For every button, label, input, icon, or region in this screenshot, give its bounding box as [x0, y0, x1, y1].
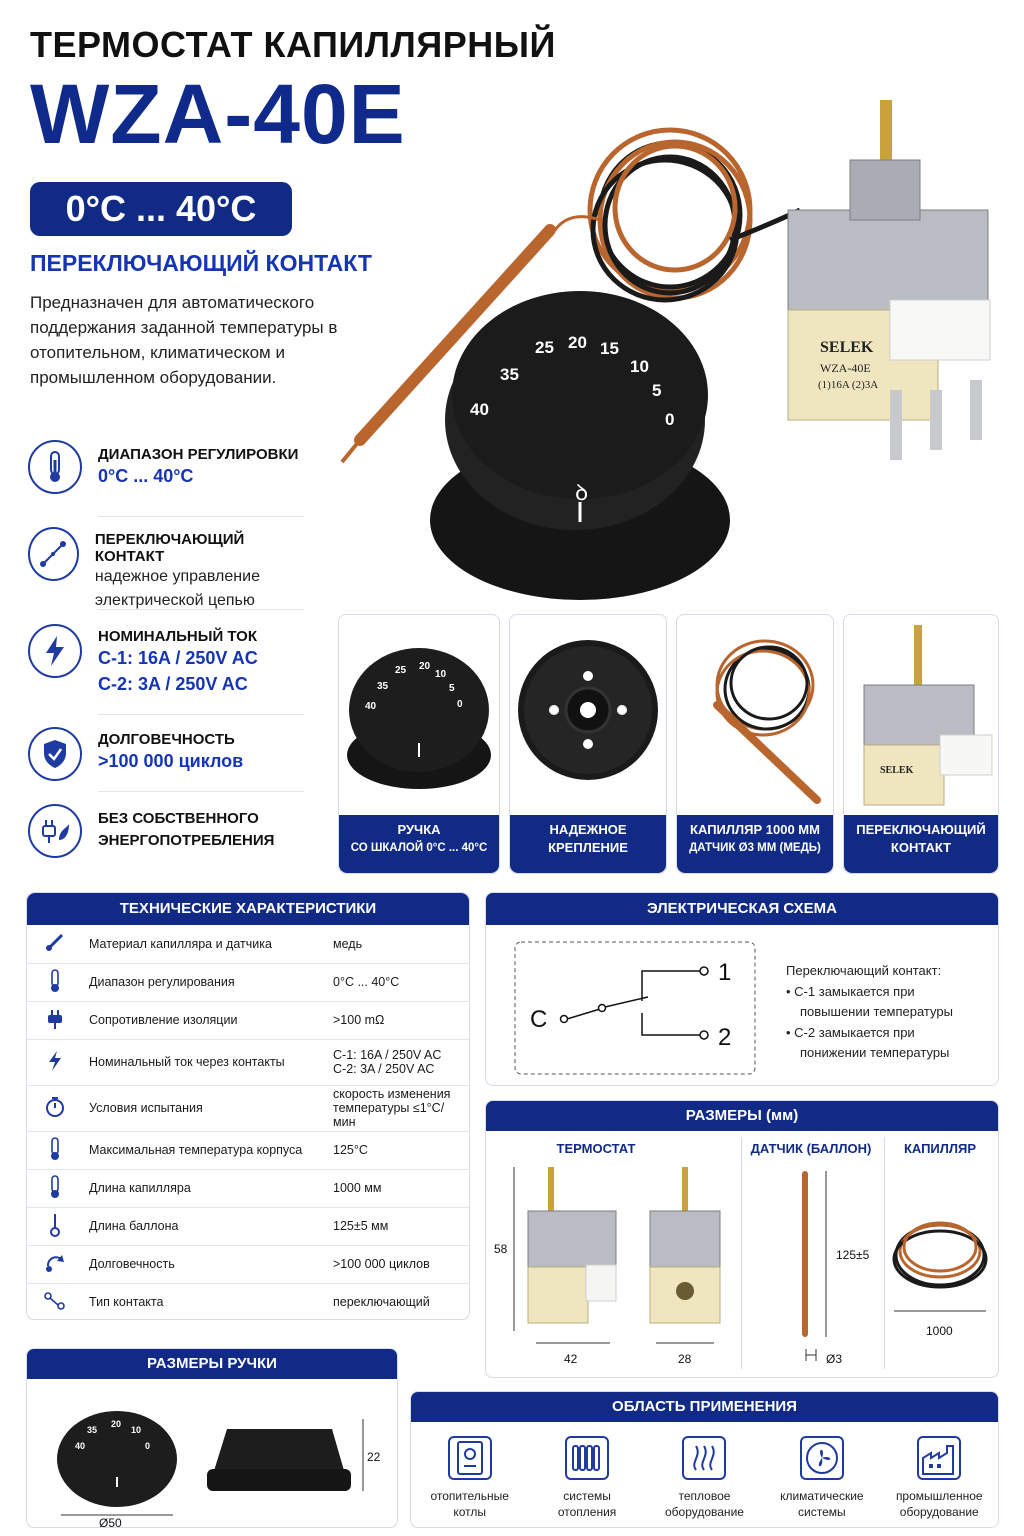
feature-desc-2: электрической цепью — [94, 592, 255, 609]
spec-value-line1: переключающий — [333, 1295, 430, 1309]
feature-title: ДОЛГОВЕЧНОСТЬ — [98, 731, 235, 748]
spec-value — [327, 963, 469, 1001]
applications-header: ОБЛАСТЬ ПРИМЕНЕНИЯ — [411, 1392, 998, 1422]
knob-dial-40: 40 — [75, 1441, 86, 1451]
sensor-dimension-drawing — [742, 1161, 884, 1375]
terminal-1: 1 — [718, 959, 732, 986]
spec-label: Сопротивление изоляции — [83, 1001, 327, 1039]
label-brand: SELEK — [820, 339, 874, 356]
thumb-mount — [509, 614, 667, 874]
thumb-caption-1: КАПИЛЛЯР 1000 ММ — [690, 822, 820, 837]
applications-panel — [410, 1391, 999, 1528]
application-line2: оборудование — [899, 1505, 979, 1519]
thumb-dial-5: 5 — [449, 683, 455, 694]
spec-value-line1: 1000 мм — [333, 1181, 382, 1195]
schema-panel — [485, 892, 999, 1086]
contact-icon — [27, 1283, 83, 1320]
legend-title: Переключающий контакт: — [786, 963, 942, 978]
dial-5: 5 — [652, 381, 662, 400]
dim-col-capillary: КАПИЛЛЯР — [903, 1141, 977, 1156]
thumb-caption — [510, 815, 666, 873]
feature-current — [28, 610, 304, 714]
dial-40: 40 — [470, 400, 489, 419]
spec-label: Диапазон регулирования — [83, 963, 327, 1001]
spec-row — [27, 1169, 469, 1207]
spec-label: Долговечность — [83, 1245, 327, 1283]
spec-label: Максимальная температура корпуса — [83, 1131, 327, 1169]
spec-value-line1: 125±5 мм — [333, 1219, 389, 1233]
application-line2: системы — [798, 1505, 846, 1519]
application-line2: отопления — [557, 1505, 617, 1519]
thumb-caption — [339, 815, 499, 873]
application-line2: оборудование — [664, 1505, 744, 1519]
description: Предназначен для автоматического поддержания заданной температуры в отопительном, климатическом и промышленном оборудовании. — [30, 293, 338, 387]
dim-sensor-diameter: Ø3 — [826, 1352, 843, 1366]
schema-legend — [786, 961, 996, 1064]
features-list — [28, 440, 304, 862]
capillary-icon — [27, 925, 83, 963]
knob-dims-panel — [26, 1348, 398, 1528]
thumb-caption-2: ДАТЧИК Ø3 ММ (МЕДЬ) — [689, 842, 821, 854]
feature-desc-1: надежное управление — [94, 568, 260, 585]
boiler-icon — [448, 1436, 492, 1480]
thumb-caption-1: НАДЕЖНОЕ — [549, 822, 627, 837]
thumb-dial-0: 0 — [457, 699, 463, 710]
mount-thumb-image — [510, 615, 666, 815]
switch-contact-icon — [28, 527, 79, 581]
thumb-dial-20: 20 — [419, 661, 431, 672]
thumb-caption — [677, 815, 833, 873]
spec-value-line2: С-2: 3A / 250V AC — [333, 1062, 435, 1076]
application-item — [767, 1436, 877, 1520]
thermometer-icon — [27, 1131, 83, 1169]
shield-check-icon — [28, 727, 82, 781]
dial-15: 15 — [600, 339, 619, 358]
spec-row — [27, 925, 469, 963]
plug-icon — [27, 1001, 83, 1039]
legend-c2-line2: понижении температуры — [800, 1045, 950, 1060]
application-item — [884, 1436, 994, 1520]
label-model: WZA-40E — [820, 361, 871, 375]
thumb-dial-10: 10 — [435, 669, 447, 680]
dimensions-header: РАЗМЕРЫ (мм) — [486, 1101, 998, 1131]
schema-header: ЭЛЕКТРИЧЕСКАЯ СХЕМА — [486, 893, 998, 925]
application-line2: котлы — [453, 1505, 487, 1519]
knob-dial-10: 10 — [131, 1425, 142, 1435]
spec-value-line1: >100 000 циклов — [333, 1257, 430, 1271]
spec-row — [27, 1283, 469, 1320]
spec-value-line1: >100 mΩ — [333, 1013, 385, 1027]
spec-value-line1: С-1: 16A / 250V AC — [333, 1048, 442, 1062]
thumb-switch — [843, 614, 999, 874]
application-item — [649, 1436, 759, 1520]
label-rating: (1)16A (2)3A — [818, 379, 879, 391]
specs-header: ТЕХНИЧЕСКИЕ ХАРАКТЕРИСТИКИ — [27, 893, 469, 925]
spec-value — [327, 1245, 469, 1283]
thumb-knob — [338, 614, 500, 874]
spec-value — [327, 1085, 469, 1131]
spec-row — [27, 1039, 469, 1085]
dial-25: 25 — [535, 338, 554, 357]
legend-c1-line2: повышении температуры — [800, 1004, 953, 1019]
dim-col-thermostat: ТЕРМОСТАТ — [556, 1141, 636, 1156]
feature-range — [28, 440, 304, 516]
spec-label: Длина баллона — [83, 1207, 327, 1245]
feature-durability — [28, 715, 304, 791]
spec-label: Условия испытания — [83, 1085, 327, 1131]
spec-value — [327, 1283, 469, 1320]
knob-dial-20: 20 — [111, 1419, 122, 1429]
thermometer-icon — [28, 440, 82, 494]
dim-capillary-length: 1000 — [926, 1324, 953, 1338]
feature-value: >100 000 циклов — [98, 751, 244, 771]
dim-col-sensor: ДАТЧИК (БАЛЛОН) — [750, 1141, 872, 1156]
feature-title: ПЕРЕКЛЮЧАЮЩИЙ КОНТАКТ — [94, 531, 245, 565]
application-line1: климатические — [780, 1489, 864, 1503]
feature-title: БЕЗ СОБСТВЕННОГО ЭНЕРГОПОТРЕБЛЕНИЯ — [98, 810, 275, 849]
model-title: WZA-40E — [30, 67, 406, 161]
spec-row — [27, 1207, 469, 1245]
thumb-dial-25: 25 — [395, 665, 407, 676]
spec-row — [27, 1131, 469, 1169]
feature-value-2: С-2: 3A / 250V AC — [98, 674, 248, 694]
feature-value-1: С-1: 16A / 250V AC — [98, 648, 258, 668]
range-badge — [30, 182, 292, 236]
knob-dial-0: 0 — [145, 1441, 151, 1451]
lightning-icon — [28, 624, 82, 678]
knob-thumb-image — [339, 615, 499, 815]
subtitle: ПЕРЕКЛЮЧАЮЩИЙ КОНТАКТ — [30, 250, 372, 276]
application-item — [415, 1436, 525, 1520]
feature-title: ДИАПАЗОН РЕГУЛИРОВКИ — [98, 446, 299, 463]
dim-width-front: 42 — [564, 1352, 578, 1366]
spec-value — [327, 1169, 469, 1207]
dim-height: 58 — [494, 1242, 508, 1256]
timer-icon — [27, 1085, 83, 1131]
factory-icon — [917, 1436, 961, 1480]
capillary-thumb-image — [677, 615, 833, 815]
feature-no-power — [28, 792, 304, 862]
knob-dial-35: 35 — [87, 1425, 98, 1435]
spec-label: Материал капилляра и датчика — [83, 925, 327, 963]
range-badge-text: 0°C ... 40°C — [65, 188, 257, 229]
spec-value — [327, 1039, 469, 1085]
svg-text:ꝺ: ꝺ — [575, 480, 589, 505]
lightning-icon — [27, 1039, 83, 1085]
thumb-caption-2: КРЕПЛЕНИЕ — [548, 840, 628, 855]
knob-height: 22 — [367, 1450, 381, 1464]
dim-sensor-length: 125±5 — [836, 1248, 870, 1262]
cycle-icon — [27, 1245, 83, 1283]
thermostat-dimension-drawing — [486, 1161, 742, 1375]
application-line1: отопительные — [430, 1489, 509, 1503]
spec-row — [27, 963, 469, 1001]
knob-dims-header: РАЗМЕРЫ РУЧКИ — [27, 1349, 397, 1379]
schema-diagram — [514, 941, 758, 1077]
spec-row — [27, 1001, 469, 1039]
terminal-2: 2 — [718, 1024, 732, 1051]
radiator-icon — [565, 1436, 609, 1480]
thermometer-icon — [27, 1169, 83, 1207]
dim-width-side: 28 — [678, 1352, 692, 1366]
spec-value — [327, 1001, 469, 1039]
heat-waves-icon — [682, 1436, 726, 1480]
feature-title: НОМИНАЛЬНЫЙ ТОК — [98, 628, 258, 645]
spec-row — [27, 1245, 469, 1283]
knob-dims-drawing — [27, 1379, 398, 1528]
spec-value-line1: 0°C ... 40°C — [333, 975, 400, 989]
spec-value-line1: медь — [333, 936, 363, 951]
thumb-caption-1: ПЕРЕКЛЮЧАЮЩИЙ — [856, 822, 986, 837]
spec-label: Тип контакта — [83, 1283, 327, 1320]
plug-eco-icon — [28, 804, 82, 858]
spec-row — [27, 1085, 469, 1131]
feature-contact — [28, 517, 304, 609]
thumb-dial-40: 40 — [365, 701, 377, 712]
dimensions-panel — [485, 1100, 999, 1378]
legend-c2-line1: С-2 замыкается при — [794, 1024, 915, 1040]
application-line1: промышленное — [895, 1489, 983, 1503]
spec-value — [327, 1131, 469, 1169]
thumb-label-brand: SELEK — [880, 765, 914, 776]
spec-value — [327, 925, 469, 963]
spec-value-line2: температуры ≤1°C/мин — [333, 1101, 445, 1129]
spec-label: Номинальный ток через контакты — [83, 1039, 327, 1085]
capillary-dimension-drawing — [884, 1161, 999, 1375]
thumb-caption-1: РУЧКА — [397, 822, 441, 837]
spec-label: Длина капилляра — [83, 1169, 327, 1207]
thumb-caption-2: СО ШКАЛОЙ 0°C ... 40°C — [350, 842, 488, 854]
specs-table — [27, 925, 469, 1320]
spec-value-line1: скорость изменения — [333, 1087, 451, 1101]
thermostat-thumb-image — [844, 615, 998, 815]
title-line1: ТЕРМОСТАТ КАПИЛЛЯРНЫЙ — [30, 24, 556, 65]
application-line1: системы — [563, 1489, 611, 1503]
legend-c1: • С-1 замыкается при — [786, 983, 915, 999]
thumb-dial-35: 35 — [377, 681, 389, 692]
application-line1: тепловое — [678, 1489, 731, 1503]
specs-panel — [26, 892, 470, 1320]
spec-value — [327, 1207, 469, 1245]
fan-icon — [800, 1436, 844, 1480]
application-item — [532, 1436, 642, 1520]
dial-20: 20 — [568, 333, 587, 352]
spec-value-line1: 125°C — [333, 1143, 368, 1157]
hero-product-image — [330, 90, 1010, 610]
thermometer-icon — [27, 963, 83, 1001]
legend-c2: • С-2 замыкается при — [786, 1024, 915, 1040]
terminal-c: C — [530, 1006, 548, 1033]
feature-value: 0°C ... 40°C — [98, 466, 194, 486]
knob-diameter: Ø50 — [99, 1516, 122, 1529]
thumb-caption-2: КОНТАКТ — [890, 840, 952, 855]
thumb-capillary — [676, 614, 834, 874]
dial-10: 10 — [630, 357, 649, 376]
bulb-sensor-icon — [27, 1207, 83, 1245]
dial-35: 35 — [500, 365, 519, 384]
thumb-caption — [844, 815, 998, 873]
legend-c1-line1: С-1 замыкается при — [794, 983, 915, 999]
dial-0: 0 — [665, 410, 675, 429]
